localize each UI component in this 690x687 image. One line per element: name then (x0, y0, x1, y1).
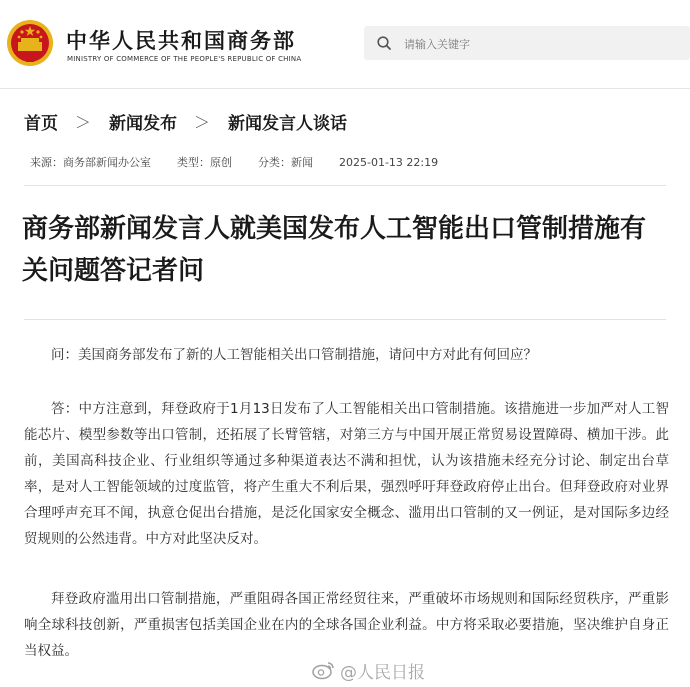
weibo-watermark (312, 657, 425, 683)
article-title: 商务部新闻发言人就美国发布人工智能出口管制措施有关问题答记者问 (22, 214, 647, 286)
divider (24, 319, 666, 320)
national-emblem-icon[interactable] (5, 18, 55, 68)
site-name-en: MINISTRY OF COMMERCE OF THE PEOPLE'S REPUBLIC OF CHINA (67, 55, 302, 63)
watermark-text: @人民日报 (340, 662, 425, 683)
breadcrumb-spokesperson-remarks[interactable]: 新闻发言人谈话 (228, 113, 348, 134)
article-answer: 答：中方注意到，拜登政府于1月13日发布了人工智能相关出口管制措施。该措施进一步加严对人工智能芯片、模型参数等出口管制，还拓展了长臂管辖，对第三方与中国开展正常贸易设置障碍、横加干涉。此前，美国高科技企业、行业组织等通过多种渠道表达不满和担忧，认为该措施未经充分讨论、制定出台草率，是对人工智能领域的过度监管，将产生重大不利后果，强烈呼吁拜登政府停止出台。但拜登政府对业界合理呼声充耳不闻，执意仓促出台措施，是泛化国家安全概念、滥用出口管制的又一例证，是对国际多边经贸规则的公然违背。中方对此坚决反对。 (24, 401, 669, 547)
breadcrumb (24, 108, 347, 134)
meta-type: 类型：原创 (177, 156, 232, 169)
meta-category: 分类：新闻 (258, 156, 313, 169)
article-paragraph: 拜登政府滥用出口管制措施，严重阻碍各国正常经贸往来，严重破坏市场规则和国际经贸秩序，严重影响全球科技创新，严重损害包括美国企业在内的全球各国企业利益。中方将采取必要措施，坚决维护自身正当权益。 (24, 591, 669, 659)
breadcrumb-home[interactable]: 首页 (24, 113, 58, 134)
site-header (0, 0, 690, 89)
meta-source: 来源：商务部新闻办公室 (30, 156, 151, 169)
search-input[interactable] (402, 26, 676, 62)
site-name-cn[interactable]: 中华人民共和国商务部 (66, 29, 296, 53)
article-question: 问：美国商务部发布了新的人工智能相关出口管制措施，请问中方对此有何回应？ (51, 347, 537, 363)
weibo-icon (312, 660, 336, 680)
article-meta (30, 152, 438, 172)
search-icon[interactable] (376, 35, 392, 51)
search-box[interactable] (364, 26, 690, 60)
breadcrumb-separator: ＞ (75, 112, 92, 132)
breadcrumb-separator: ＞ (194, 112, 211, 132)
meta-datetime: 2025-01-13 22:19 (339, 155, 439, 169)
divider (24, 185, 666, 186)
breadcrumb-news-release[interactable]: 新闻发布 (109, 113, 178, 134)
